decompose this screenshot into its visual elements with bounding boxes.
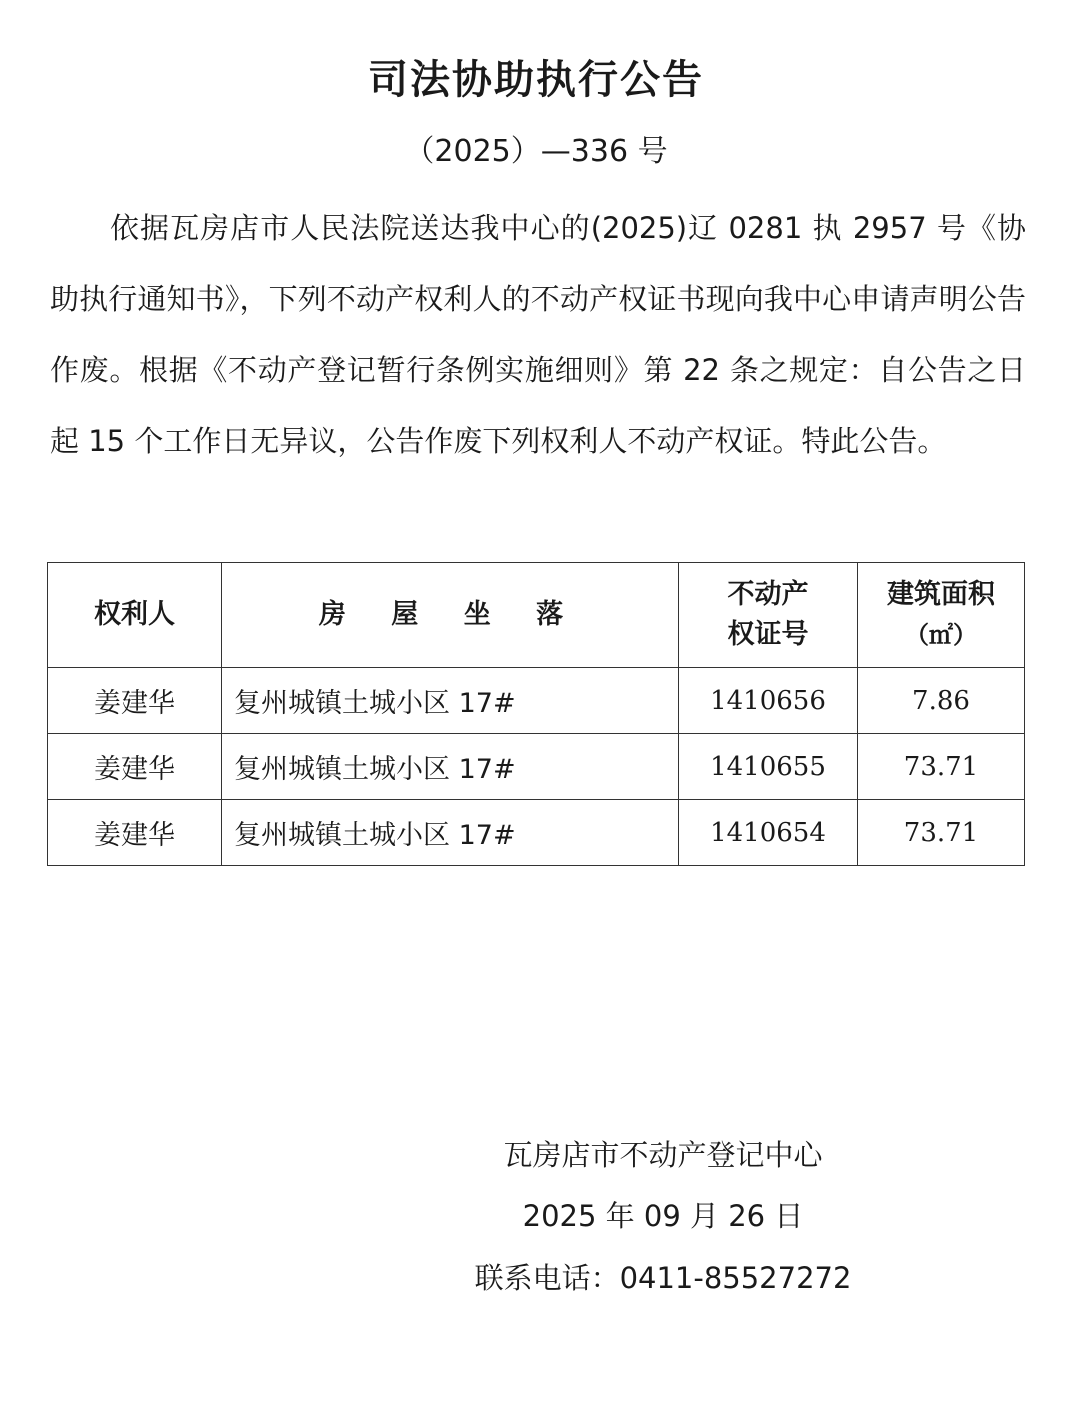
area-cell: 73.71 — [858, 734, 1025, 800]
header-certificate — [679, 563, 858, 668]
table-header-row — [48, 563, 1025, 668]
certificate-cell: 1410654 — [679, 800, 858, 866]
header-certificate-line2: 权证号 — [727, 619, 809, 650]
notice-body: 依据瓦房店市人民法院送达我中心的(2025)辽 0281 执 2957 号《协助执行通知书》，下列不动产权利人的不动产权证书现向我中心申请声明公告作废。根据《不动产登记暂行条例实施细则》第 22 条之规定：自公告之日起 15 个工作日无异议，公告作废下列权利人不动产权证。特此公告。 — [50, 211, 1026, 458]
table-row — [48, 668, 1025, 734]
table-row — [48, 734, 1025, 800]
location-cell: 复州城镇土城小区 17# — [222, 800, 679, 866]
header-area-unit: （㎡） — [905, 621, 977, 649]
owner-cell: 姜建华 — [48, 668, 222, 734]
issue-date: 2025 年 09 月 26 日 — [522, 1199, 804, 1233]
location-cell: 复州城镇土城小区 17# — [222, 668, 679, 734]
certificate-cell: 1410656 — [679, 668, 858, 734]
header-owner: 权利人 — [48, 563, 222, 668]
area-cell: 73.71 — [858, 800, 1025, 866]
notice-title: 司法协助执行公告 — [368, 57, 704, 103]
owner-cell: 姜建华 — [48, 800, 222, 866]
header-area — [858, 563, 1025, 668]
header-location: 房 屋 坐 落 — [222, 563, 679, 668]
header-area-line1: 建筑面积 — [887, 579, 995, 610]
contact-phone: 联系电话：0411-85527272 — [474, 1261, 852, 1295]
location-cell: 复州城镇土城小区 17# — [222, 734, 679, 800]
header-certificate-line1: 不动产 — [727, 579, 809, 610]
table-row — [48, 800, 1025, 866]
notice-number: （2025）—336 号 — [404, 134, 668, 169]
certificate-cell: 1410655 — [679, 734, 858, 800]
area-cell: 7.86 — [858, 668, 1025, 734]
certificate-table — [47, 562, 1025, 866]
owner-cell: 姜建华 — [48, 734, 222, 800]
issuing-organization: 瓦房店市不动产登记中心 — [503, 1138, 823, 1172]
